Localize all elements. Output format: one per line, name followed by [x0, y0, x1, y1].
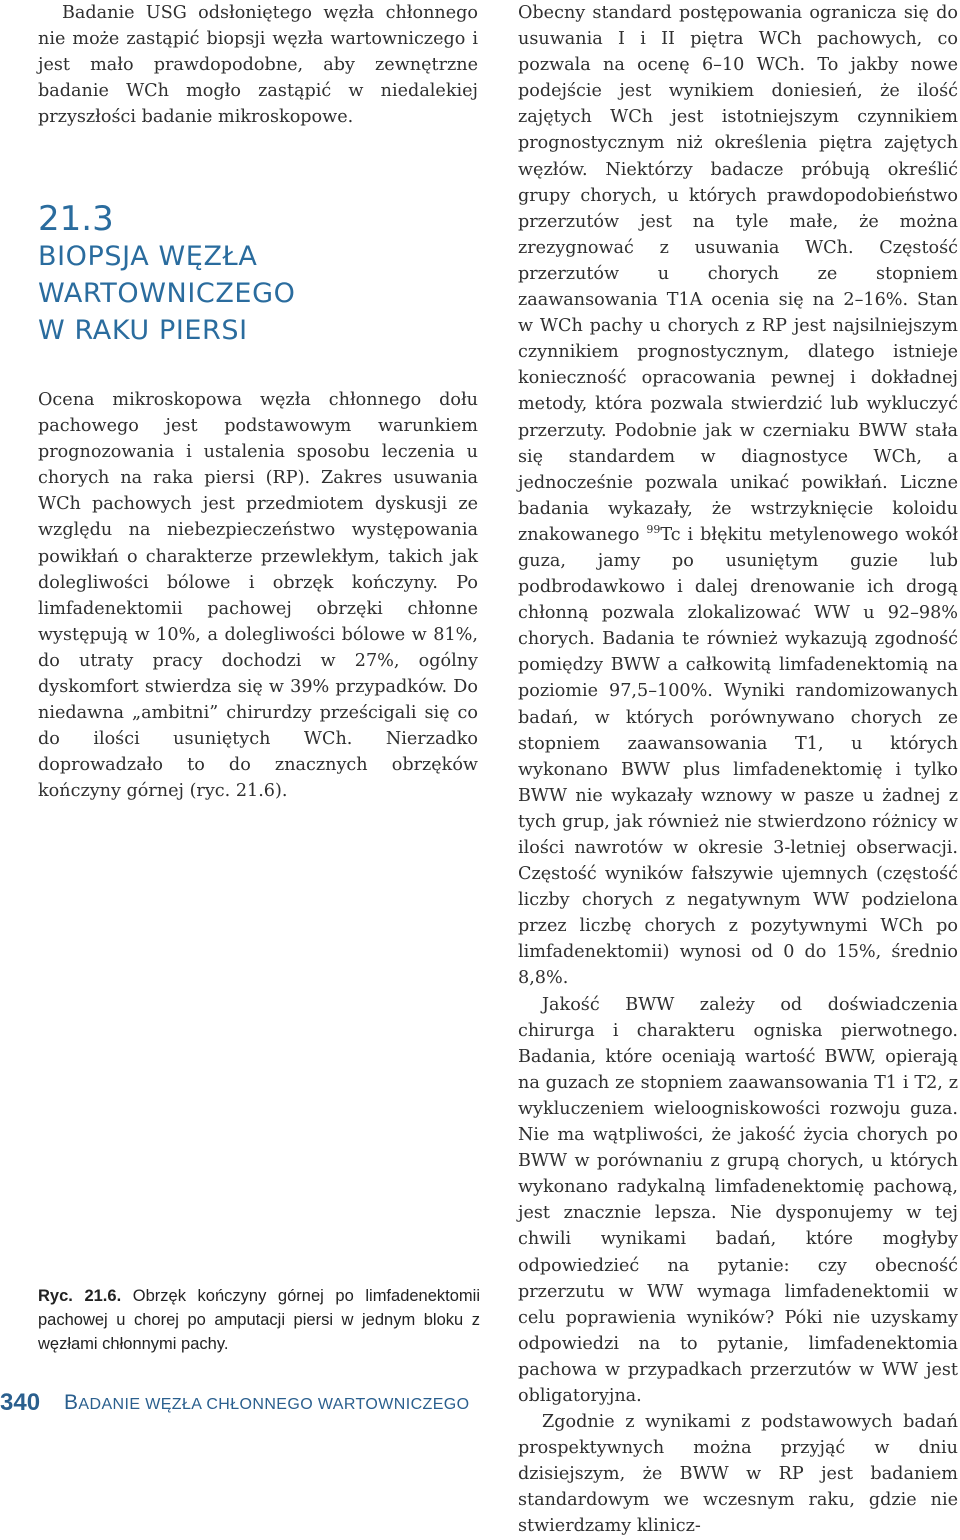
body-paragraph: Ocena mikroskopowa węzła chłonnego dołu pachowego jest podstawowym warunkiem prognozowania i ustalenia sposobu leczenia u chorych na raka piersi (RP). Zakres usuwania WCh pachowych jest przedmiotem dyskusji ze względu na niebezpieczeństwo występowania powikłań o charakterze przewlekłym, takich jak dolegliwości bólowe i obrzęk kończyny. Po limfadenektomii pachowej obrzęki chłonne występują w 10%, a dolegliwości bólowe w 81%, do utraty pracy dochodzi w 27%, ogólny dyskomfort stwierdza się w 39% przypadków. Do niedawna „ambitni” chirurdzy prześcigali się co do ilości usuniętych WCh. Nierzadko doprowadzało to do znacznych obrzęków kończyny górnej (ryc. 21.6).	[38, 390, 478, 802]
left-intro-text	[38, 0, 478, 130]
section-title-line-2: WARTOWNICZEGO	[38, 278, 296, 309]
running-title-initial: B	[64, 1391, 79, 1414]
right-paragraph-1-part-1: Obecny standard postępowania ogranicza się do usuwania I i II piętra WCh pachowych, co pozwala na ocenę 6–10 WCh. To jakby nowe podejście jest wynikiem doniesień, że ilość zajętych WCh jest istotniejszym czynnikiem prognostycznym niż określenia piętra zajętych węzłów. Niektórzy badacze próbują określić grupy chorych, u których prawdopodobieństwo przerzutów jest na tyle małe, że można zrezygnować z usuwania WCh. Częstość przerzutów u chorych ze stopniem zaawansowania T1A ocenia się na 2–16%. Stan w WCh pachy u chorych z RP jest najsilniejszym czynnikiem prognostycznym, dlatego istnieje konieczność opracowania pewnej i dokładnej metody, która pozwala stwierdzić lub wykluczyć przerzuty. Podobnie jak w czerniaku BWW stała się standardem w diagnostyce WCh, a jednocześnie pozwala unikać powikłań. Liczne badania wykazały, że wstrzyknięcie koloidu znakowanego	[518, 3, 958, 545]
right-paragraph-1	[518, 0, 958, 992]
page-number: 340	[0, 1389, 41, 1416]
section-title-line-3: W RAKU PIERSI	[38, 315, 248, 346]
right-paragraph-3: Zgodnie z wynikami z podstawowych badań prospektywnych można przyjąć w dniu dzisiejszym, że BWW w RP jest badaniem standardowym we wczesnym raku, gdzie nie stwierdzamy klinicz-	[518, 1412, 958, 1537]
running-title-rest: ADANIE WĘZŁA CHŁONNEGO WARTOWNICZEGO	[78, 1396, 470, 1413]
right-paragraph-1-part-2: Tc i błękitu metylenowego wokół guza, jamy po usuniętym guzie lub podbrodawkowo i dalej drenowanie ich drogą chłonną pozwala zlokalizować WW u 92–98% chorych. Badania te również wykazują zgodność pomiędzy BWW a całkowitą limfadenektomią na poziomie 97,5–100%. Wyniki randomizowanych badań, w których porównywano chorych ze stopniem zaawansowania T1, u których wykonano BWW plus limfadenektomię i tylko BWW nie wykazały wznowy w pasze u żadnej z tych grup, jak również nie stwierdzono różnicy w ilości nawrotów w okresie 3-letniej obserwacji. Częstość wyników fałszywie ujemnych (częstość liczby chorych z negatywnym WW podzielona przez liczbę chorych z pozytywnymi WCh po limfadenektomii) wynosi od 0 do 15%, średnio 8,8%.	[518, 524, 958, 989]
right-column-text	[518, 0, 958, 1540]
page-footer	[0, 1385, 960, 1425]
caption-label: Ryc. 21.6.	[38, 1287, 122, 1305]
intro-paragraph: Badanie USG odsłoniętego węzła chłonnego nie może zastąpić biopsji węzła wartowniczego i jest mało prawdopodobne, aby zewnętrzne badanie WCh mogło zastąpić w niedalekiej przyszłości badanie mikroskopowe.	[38, 3, 478, 128]
section-title-line-1: BIOPSJA WĘZŁA	[38, 241, 258, 272]
figure-caption	[38, 1284, 480, 1356]
right-paragraph-2: Jakość BWW zależy od doświadczenia chirurga i charakteru ogniska pierwotnego. Badania, które oceniają wartość BWW, opierają na guzach ze stopniem zaawansowania T1 i T2, z wykluczeniem wieloogniskowości rozwoju guza. Nie ma wątpliwości, że jakość życia chorych po BWW w porównaniu z grupą chorych, u których wykonano radykalną limfadenektomię pachową, jest znacznie lepsza. Nie dysponujemy w tej chwili wynikami badań, które mogłyby odpowiedzieć na pytanie: czy obecność przerzutu w WW wymaga limfadenektomii w celu poprawienia wyników? Póki nie uzyskamy odpowiedzi na to pytanie, limfadenektomia pachowa w przypadkach przerzutów w WW jest obligatoryjna.	[518, 994, 958, 1406]
section-number: 21.3	[38, 199, 114, 239]
section-heading	[38, 200, 478, 349]
running-title	[64, 1391, 469, 1415]
left-body-text	[38, 387, 478, 805]
isotope-mass-number: 99	[646, 523, 661, 537]
caption-text: Obrzęk kończyny górnej po limfadenektomii pachowej u chorej po amputacji piersi w jednym bloku z węzłami chłonnymi pachy.	[38, 1287, 480, 1353]
